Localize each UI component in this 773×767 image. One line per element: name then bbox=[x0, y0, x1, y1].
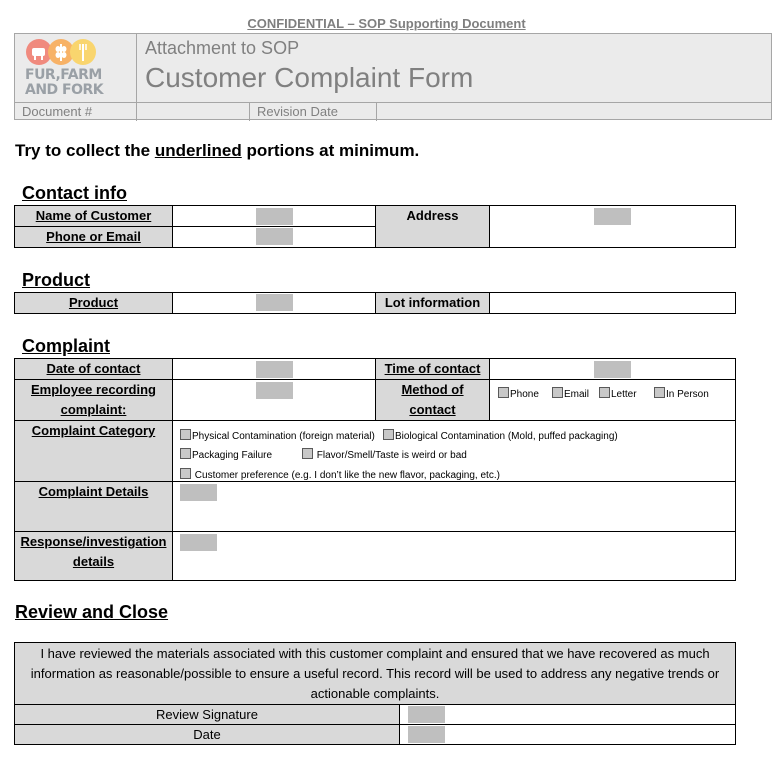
document-header bbox=[14, 33, 772, 120]
phone-email-field[interactable] bbox=[173, 227, 376, 248]
section-title-product: Product bbox=[22, 270, 91, 290]
customer-name-label: Name of Customer bbox=[15, 206, 173, 227]
method-of-contact-options bbox=[490, 380, 736, 421]
phone-email-label: Phone or Email bbox=[15, 227, 173, 248]
complaint-category-options bbox=[173, 421, 736, 482]
category-preference-option[interactable]: Customer preference (e.g. I don’t like the new flavor, packaging, etc.) bbox=[180, 468, 500, 481]
response-investigation-label: Response/investigation details bbox=[15, 532, 173, 581]
address-label: Address bbox=[376, 206, 490, 248]
logo-text-line2: AND FORK bbox=[25, 82, 104, 98]
revision-date-field[interactable] bbox=[377, 103, 771, 121]
checkbox-icon bbox=[599, 387, 610, 398]
method-email-option[interactable]: Email bbox=[552, 387, 589, 400]
complaint-details-field[interactable] bbox=[173, 482, 736, 532]
complaint-details-label: Complaint Details bbox=[15, 482, 173, 532]
attachment-subtitle: Attachment to SOP bbox=[145, 38, 300, 58]
section-title-complaint: Complaint bbox=[22, 336, 110, 356]
checkbox-icon bbox=[383, 429, 394, 440]
method-letter-option[interactable]: Letter bbox=[599, 387, 637, 400]
method-in-person-option[interactable]: In Person bbox=[654, 387, 709, 400]
complaint-table bbox=[14, 358, 736, 581]
date-of-contact-label: Date of contact bbox=[15, 359, 173, 380]
category-physical-option[interactable]: Physical Contamination (foreign material) bbox=[180, 429, 375, 442]
review-signature-label: Review Signature bbox=[15, 705, 400, 725]
product-label: Product bbox=[15, 293, 173, 314]
employee-recording-field[interactable] bbox=[173, 380, 376, 421]
section-title-contact: Contact info bbox=[22, 183, 127, 203]
review-table bbox=[14, 642, 736, 745]
method-phone-option[interactable]: Phone bbox=[498, 387, 539, 400]
category-packaging-option[interactable]: Packaging Failure bbox=[180, 448, 272, 461]
lot-info-label: Lot information bbox=[376, 293, 490, 314]
category-biological-option[interactable]: Biological Contamination (Mold, puffed packaging) bbox=[383, 429, 618, 442]
logo-text-line1: FUR,FARM bbox=[25, 67, 102, 83]
category-flavor-option[interactable]: Flavor/Smell/Taste is weird or bad bbox=[302, 448, 467, 461]
address-field[interactable] bbox=[490, 206, 736, 248]
section-title-review: Review and Close bbox=[15, 602, 169, 622]
confidential-banner: CONFIDENTIAL – SOP Supporting Document bbox=[247, 16, 526, 31]
checkbox-icon bbox=[180, 468, 191, 479]
time-of-contact-field[interactable] bbox=[490, 359, 736, 380]
contact-table bbox=[14, 205, 736, 248]
product-table bbox=[14, 292, 736, 314]
checkbox-icon bbox=[498, 387, 509, 398]
checkbox-icon bbox=[180, 429, 191, 440]
revision-date-label: Revision Date bbox=[250, 103, 377, 121]
document-number-field[interactable] bbox=[137, 103, 250, 121]
complaint-category-label: Complaint Category bbox=[15, 421, 173, 482]
checkbox-icon bbox=[552, 387, 563, 398]
checkbox-icon bbox=[180, 448, 191, 459]
method-of-contact-label: Method of contact bbox=[376, 380, 490, 421]
review-date-field[interactable] bbox=[400, 725, 736, 745]
date-of-contact-field[interactable] bbox=[173, 359, 376, 380]
response-investigation-field[interactable] bbox=[173, 532, 736, 581]
logo bbox=[15, 34, 137, 102]
lot-info-field[interactable] bbox=[490, 293, 736, 314]
instruction-text: Try to collect the underlined portions at minimum. bbox=[15, 141, 420, 160]
employee-recording-label: Employee recording complaint: bbox=[15, 380, 173, 421]
time-of-contact-label: Time of contact bbox=[376, 359, 490, 380]
customer-name-field[interactable] bbox=[173, 206, 376, 227]
page-title: Customer Complaint Form bbox=[145, 62, 474, 93]
checkbox-icon bbox=[654, 387, 665, 398]
document-number-label: Document # bbox=[15, 103, 137, 121]
review-date-label: Date bbox=[15, 725, 400, 745]
checkbox-icon bbox=[302, 448, 313, 459]
review-statement: I have reviewed the materials associated with this customer complaint and ensured that we have recovered as much information as reasonable/possible to ensure a useful record. This record will be used to address any negative trends or actionable complaints. bbox=[15, 643, 736, 705]
product-field[interactable] bbox=[173, 293, 376, 314]
review-signature-field[interactable] bbox=[400, 705, 736, 725]
